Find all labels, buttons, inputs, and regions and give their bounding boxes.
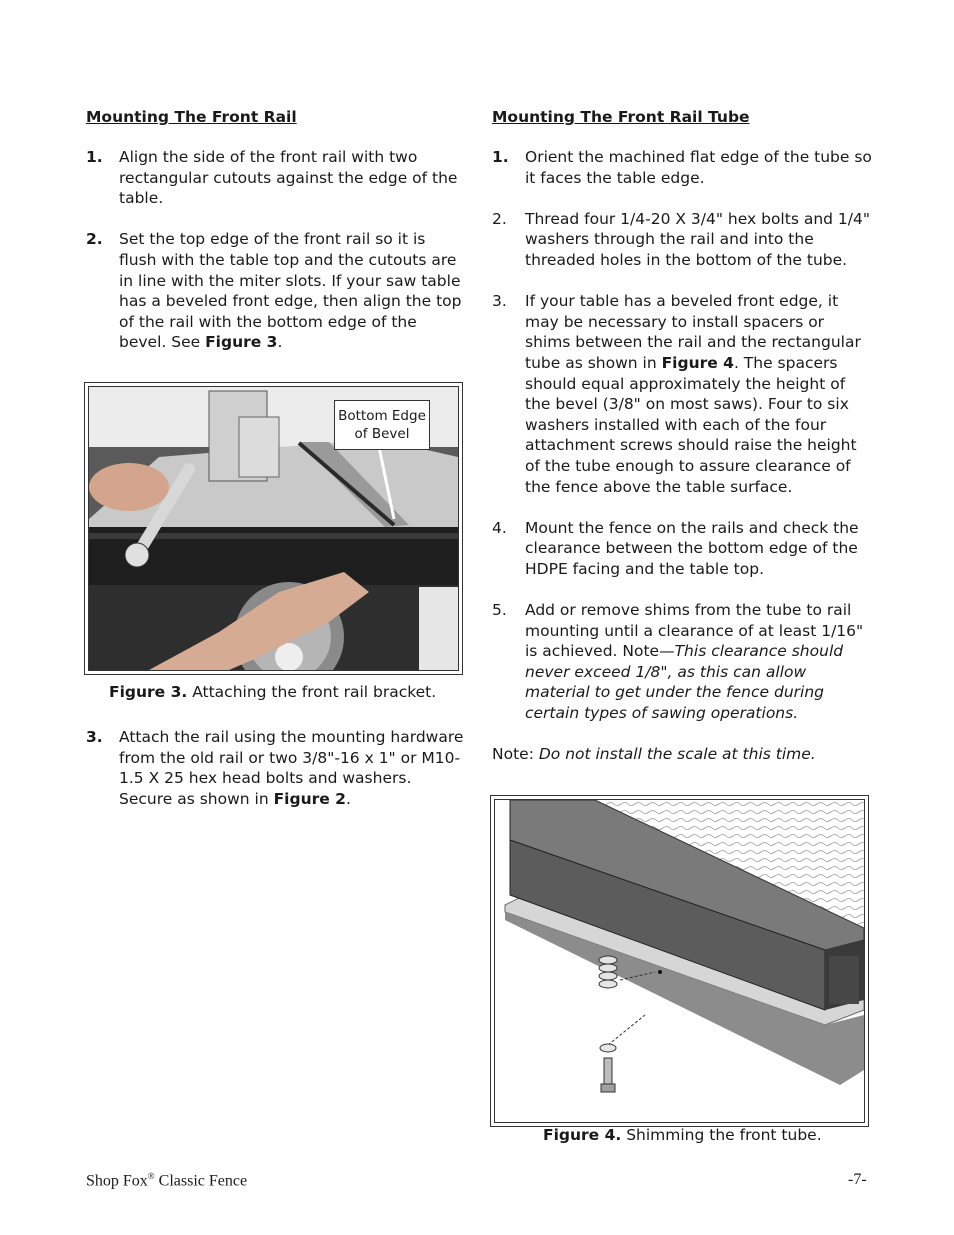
footer-product: Shop Fox® Classic Fence bbox=[86, 1171, 248, 1190]
left-step-2 bbox=[86, 229, 466, 353]
left-column-continued bbox=[86, 727, 466, 830]
step-text: Mount the fence on the rails and check the clearance between the bottom edge of the HDPE facing and the table top. bbox=[525, 518, 859, 578]
step-number: 1. bbox=[86, 148, 103, 166]
note-text: Do not install the scale at this time. bbox=[538, 745, 816, 764]
step-number: 1. bbox=[492, 148, 509, 166]
section-heading-front-rail: Mounting The Front Rail bbox=[86, 108, 297, 126]
step-text: Attach the rail using the mounting hardware from the old rail or two 3/8"-16 x 1" or M10-1.5 X 25 hex head bolts and washers. Secure as shown in Figure 2. bbox=[119, 728, 464, 808]
right-column bbox=[492, 108, 872, 765]
page-number: -7- bbox=[848, 1171, 867, 1188]
warning-italic: This clearance should never exceed 1/8", as this can allow material to get under the fence during certain types of sawing operations. bbox=[525, 642, 844, 723]
figure-reference: Figure 4 bbox=[661, 353, 734, 372]
figure-3-image bbox=[88, 386, 459, 671]
step-number: 2. bbox=[492, 209, 507, 228]
right-step-5 bbox=[492, 600, 872, 724]
left-step-3 bbox=[86, 727, 466, 809]
figure-3-frame bbox=[84, 382, 463, 675]
figure-4-image bbox=[494, 799, 865, 1123]
step-text: Align the side of the front rail with two rectangular cutouts against the edge of the table. bbox=[119, 148, 458, 208]
right-step-1 bbox=[492, 147, 872, 188]
right-step-3 bbox=[492, 291, 872, 497]
step-text: Orient the machined flat edge of the tube so it faces the table edge. bbox=[525, 148, 872, 187]
step-text: If your table has a beveled front edge, it may be necessary to install spacers or shims between the rail and the rectangular tube as shown in Figure 4. The spacers should equal approximately the height of the bevel (3/8" on most saws). Four to six washers installed with each of the four attachment screws should raise the height of the tube enough to assure clearance of the fence above the table surface. bbox=[525, 292, 861, 496]
note: Note: Do not install the scale at this time. bbox=[492, 745, 816, 764]
step-number: 4. bbox=[492, 518, 507, 537]
rail-tube-drawing bbox=[495, 800, 864, 1122]
figure-reference: Figure 2 bbox=[273, 789, 346, 808]
caption-label: Figure 4. bbox=[543, 1126, 622, 1144]
step-number: 3. bbox=[86, 728, 103, 746]
step-text: Add or remove shims from the tube to rail mounting until a clearance of at least 1/16" is achieved. Note—This clearance should never exceed 1/8", as this can allow material to get under the fence during certain types of sawing operations. bbox=[525, 601, 864, 723]
step-number: 2. bbox=[86, 230, 103, 249]
step-text: Thread four 1/4-20 X 3/4" hex bolts and 1/4" washers through the rail and into the threaded holes in the bottom of the tube. bbox=[525, 209, 870, 269]
figure-3-caption: Figure 3. Attaching the front rail bracket. bbox=[109, 683, 437, 701]
step-number: 5. bbox=[492, 601, 507, 620]
caption-label: Figure 3. bbox=[109, 683, 188, 701]
left-step-1 bbox=[86, 147, 466, 209]
right-step-2 bbox=[492, 209, 872, 271]
right-step-4 bbox=[492, 518, 872, 580]
section-heading-front-rail-tube: Mounting The Front Rail Tube bbox=[492, 108, 750, 126]
figure-4-frame bbox=[490, 795, 869, 1127]
callout-bottom-edge-of-bevel: Bottom Edge of Bevel bbox=[334, 400, 430, 450]
figure-4-caption: Figure 4. Shimming the front tube. bbox=[543, 1126, 822, 1144]
step-number: 3. bbox=[492, 292, 507, 311]
figure-reference: Figure 3 bbox=[205, 333, 278, 352]
step-text: Set the top edge of the front rail so it is flush with the table top and the cutouts are in line with the miter slots. If your saw table has a beveled front edge, then align the top of the rail with the bottom edge of the bevel. See Figure 3. bbox=[119, 230, 462, 352]
left-column bbox=[86, 108, 466, 374]
